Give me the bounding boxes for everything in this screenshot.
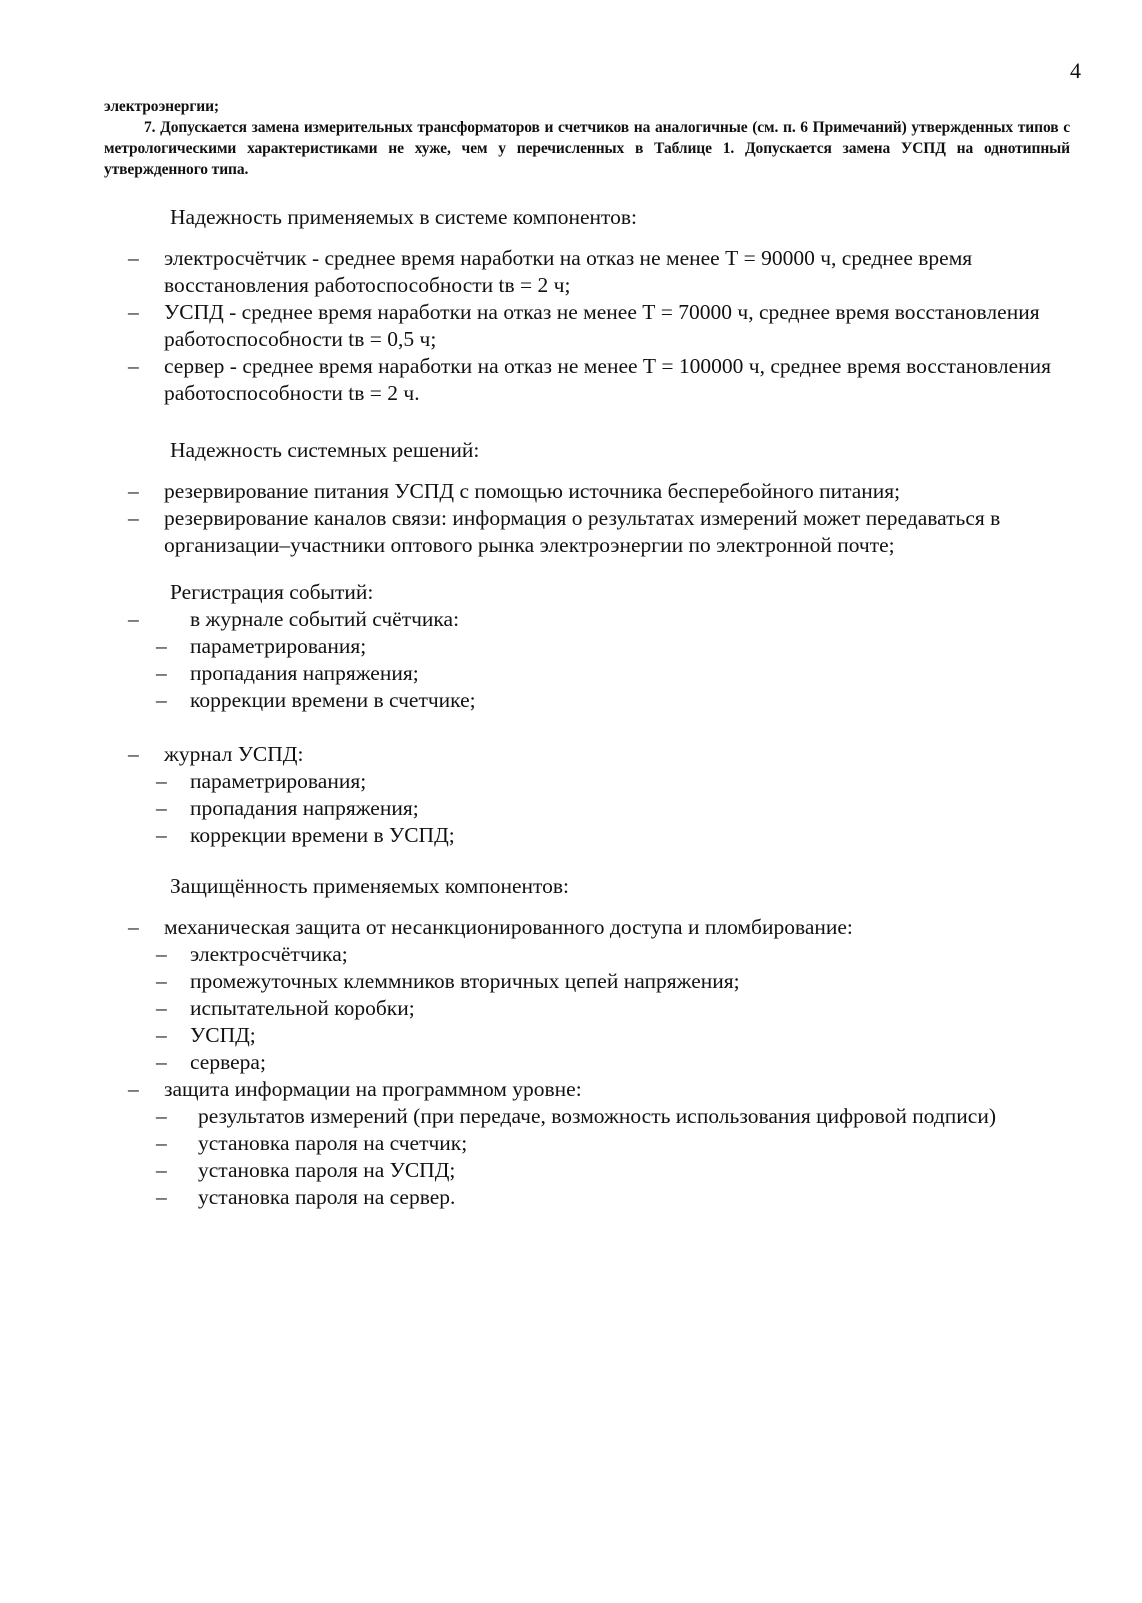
list-item-text: в журнале событий счётчика: xyxy=(190,607,460,631)
dash-bullet: – xyxy=(156,1050,167,1074)
list-item-text: резервирование питания УСПД с помощью источника бесперебойного питания; xyxy=(164,479,901,503)
section-heading: Надежность применяемых в системе компонентов: xyxy=(170,205,638,229)
dash-bullet: – xyxy=(128,246,139,270)
dash-bullet: – xyxy=(128,607,139,631)
section-reliability-system xyxy=(118,437,1078,559)
dash-bullet: – xyxy=(128,742,139,766)
section-reliability-components xyxy=(118,204,1078,407)
list-item-text: резервирование каналов связи: информация о результатах измерений может передаваться в организации–участники оптового рынка электроэнергии по электронной почте; xyxy=(164,506,1001,557)
dash-bullet: – xyxy=(156,823,167,847)
list-item-text: электросчётчик - среднее время наработки на отказ не менее Т = 90000 ч, среднее время восстановления работоспособности tв = 2 ч; xyxy=(164,246,973,297)
list-item xyxy=(118,299,1078,353)
list-item-text: механическая защита от несанкционированного доступа и пломбирование: xyxy=(164,915,853,939)
list-item-text: установка пароля на сервер. xyxy=(198,1185,456,1209)
list-item xyxy=(118,245,1078,299)
dash-bullet: – xyxy=(128,300,139,324)
sub-list-item xyxy=(118,1130,1078,1157)
list-item-text: защита информации на программном уровне: xyxy=(164,1077,582,1101)
mechanical-protection-label xyxy=(118,914,1078,941)
list-item-text: УСПД; xyxy=(190,1023,256,1047)
page-number: 4 xyxy=(1070,58,1081,83)
list-item-text: электросчётчика; xyxy=(190,942,348,966)
intro-paragraph-7: 7. Допускается замена измерительных трансформаторов и счетчиков на аналогичные (см. п. 6 Примечаний) утвержденных типов с метрологическими характеристиками не хуже, чем у перечисленных в Таблице 1. Допускается замена УСПД на однотипный утвержденного типа. xyxy=(104,119,1070,178)
list-item xyxy=(118,353,1078,407)
list-item-text: установка пароля на счетчик; xyxy=(198,1131,468,1155)
list-item-text: параметрирования; xyxy=(190,769,367,793)
sub-list-item xyxy=(118,768,1078,795)
dash-bullet: – xyxy=(156,1104,167,1128)
section-heading: Регистрация событий: xyxy=(170,580,374,604)
dash-bullet: – xyxy=(156,796,167,820)
dash-bullet: – xyxy=(156,1131,167,1155)
section-events xyxy=(118,579,1078,849)
dash-bullet: – xyxy=(128,479,139,503)
section-heading: Защищённость применяемых компонентов: xyxy=(170,874,570,898)
dash-bullet: – xyxy=(128,506,139,530)
sub-list-item xyxy=(118,660,1078,687)
list-item-text: результатов измерений (при передаче, возможность использования цифровой подписи) xyxy=(198,1104,997,1128)
software-protection-label xyxy=(118,1076,1078,1103)
sub-list-item xyxy=(118,995,1078,1022)
sub-list-item xyxy=(118,1103,1078,1130)
sub-list-item xyxy=(118,633,1078,660)
dash-bullet: – xyxy=(128,1077,139,1101)
list-item-text: параметрирования; xyxy=(190,634,367,658)
dash-bullet: – xyxy=(156,996,167,1020)
dash-bullet: – xyxy=(156,1185,167,1209)
sub-list-item xyxy=(118,968,1078,995)
dash-bullet: – xyxy=(156,634,167,658)
sub-list-item xyxy=(118,1022,1078,1049)
list-item-text: коррекции времени в УСПД; xyxy=(190,823,455,847)
list-item-text: УСПД - среднее время наработки на отказ не менее Т = 70000 ч, среднее время восстановления работоспособности tв = 0,5 ч; xyxy=(164,300,1040,351)
list-item-text: коррекции времени в счетчике; xyxy=(190,688,476,712)
list-item-text: установка пароля на УСПД; xyxy=(198,1158,456,1182)
dash-bullet: – xyxy=(128,354,139,378)
intro-continuation: электроэнергии; xyxy=(104,98,219,115)
dash-bullet: – xyxy=(128,915,139,939)
list-item-text: пропадания напряжения; xyxy=(190,661,419,685)
uspd-journal-label xyxy=(118,741,1078,768)
sub-list-item xyxy=(118,687,1078,714)
list-item-text: журнал УСПД: xyxy=(164,742,304,766)
section-heading: Надежность системных решений: xyxy=(170,438,480,462)
sub-list-item xyxy=(118,822,1078,849)
sub-list-item xyxy=(118,1157,1078,1184)
sub-list-item xyxy=(118,1184,1078,1211)
sub-list-item xyxy=(118,1049,1078,1076)
list-item-text: испытательной коробки; xyxy=(190,996,415,1020)
list-item-text: сервер - среднее время наработки на отказ не менее Т = 100000 ч, среднее время восстановления работоспособности tв = 2 ч. xyxy=(164,354,1052,405)
dash-bullet: – xyxy=(156,969,167,993)
dash-bullet: – xyxy=(156,1023,167,1047)
section-protection xyxy=(118,873,1078,1211)
list-item-text: промежуточных клеммников вторичных цепей напряжения; xyxy=(190,969,740,993)
meter-journal-label xyxy=(118,606,1078,633)
list-item-text: пропадания напряжения; xyxy=(190,796,419,820)
list-item xyxy=(118,505,1078,559)
list-item-text: сервера; xyxy=(190,1050,266,1074)
list-item xyxy=(118,478,1078,505)
dash-bullet: – xyxy=(156,942,167,966)
sub-list-item xyxy=(118,941,1078,968)
dash-bullet: – xyxy=(156,688,167,712)
dash-bullet: – xyxy=(156,769,167,793)
dash-bullet: – xyxy=(156,661,167,685)
dash-bullet: – xyxy=(156,1158,167,1182)
intro-block xyxy=(104,96,1070,180)
sub-list-item xyxy=(118,795,1078,822)
